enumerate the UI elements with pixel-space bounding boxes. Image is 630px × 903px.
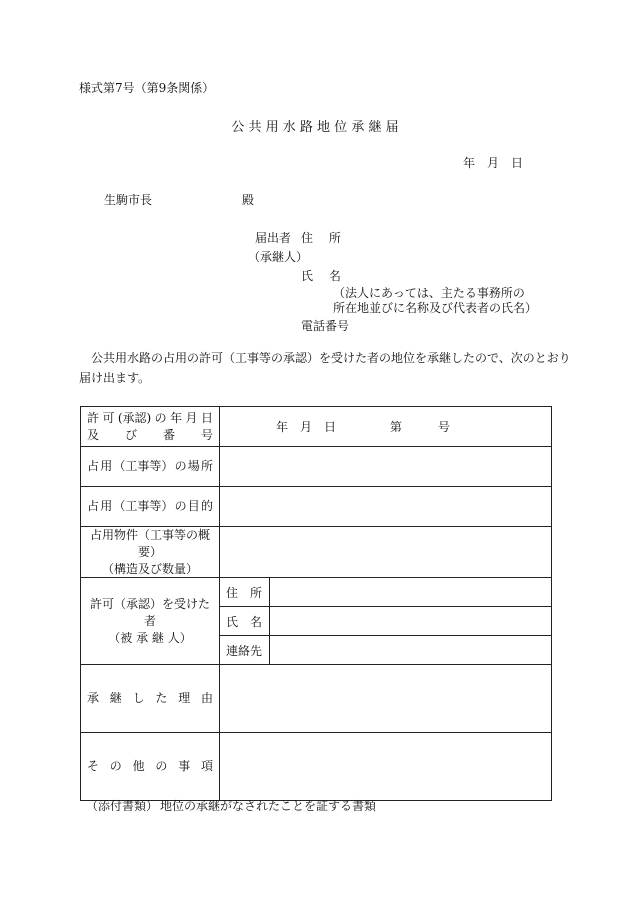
value-previous-holder-contact[interactable]: [270, 636, 552, 665]
label-previous-holder-contact: 連絡先: [220, 636, 270, 665]
row-previous-holder-address: [81, 578, 552, 607]
value-permit-number: 第 号: [389, 420, 450, 434]
form-number: 様式第7号（第9条関係）: [79, 81, 215, 95]
value-succession-reason[interactable]: [220, 665, 552, 733]
row-other-matters: [81, 733, 552, 801]
value-previous-holder-address[interactable]: [270, 578, 552, 607]
document-title: 公 共 用 水 路 地 位 承 継 届: [231, 120, 399, 135]
value-permit-date-number[interactable]: [220, 407, 552, 447]
applicant-address-label: 住 所: [301, 231, 341, 245]
row-succession-reason: [81, 665, 552, 733]
body-text-line1: 公共用水路の占用の許可（工事等の承認）を受けた者の地位を承継したので、次のとおり: [91, 351, 571, 365]
row-permit-date-number: [81, 407, 552, 447]
applicant-name-label: 氏 名: [301, 269, 341, 283]
applicant-note-line2: 所在地並びに名称及び代表者の氏名）: [333, 301, 538, 315]
value-permit-date: 年 月 日: [276, 420, 337, 434]
value-occupied-object[interactable]: [220, 527, 552, 578]
label-previous-holder-address: 住 所: [220, 578, 270, 607]
label-succession-reason: 承 継 し た 理 由: [81, 665, 220, 733]
label-occupancy-purpose: 占 用 （工事等） の 目 的: [81, 487, 220, 527]
applicant-note-line1: （法人にあっては、主たる事務所の: [333, 286, 525, 300]
applicant-phone-label: 電話番号: [301, 319, 350, 333]
value-occupancy-purpose[interactable]: [220, 487, 552, 527]
label-permit-date-number: [81, 407, 220, 447]
label-occupied-object: 占用物件（工事等の概要） （構造及び数量）: [81, 527, 220, 578]
value-occupancy-place[interactable]: [220, 447, 552, 487]
label-previous-holder-name: 氏 名: [220, 607, 270, 636]
addressee-name: 生駒市長: [104, 193, 153, 207]
attachment-label: （添付書類）: [86, 799, 159, 813]
label-previous-holder: 許可（承認）を受けた者 （被 承 継 人）: [81, 578, 220, 665]
applicant-role-label: 届出者: [255, 231, 292, 245]
applicant-role-sub: （承継人）: [248, 250, 309, 264]
application-table: [80, 406, 552, 801]
row-occupancy-purpose: [81, 487, 552, 527]
row-occupied-object: [81, 527, 552, 578]
body-text-line2: 届け出ます。: [79, 371, 151, 385]
value-other-matters[interactable]: [220, 733, 552, 801]
label-permit-line-a: 許 可 (承認) の 年 月 日: [87, 410, 213, 425]
addressee-honorific: 殿: [242, 193, 255, 207]
row-occupancy-place: [81, 447, 552, 487]
label-other-matters: そ の 他 の 事 項: [81, 733, 220, 801]
label-occupancy-place: 占 用 （工事等） の 場 所: [81, 447, 220, 487]
value-previous-holder-name[interactable]: [270, 607, 552, 636]
submission-date: 年 月 日: [463, 156, 524, 170]
label-permit-line-b: 及 び 番 号: [87, 427, 213, 442]
attachment-text: 地位の承継がなされたことを証する書類: [160, 799, 377, 813]
